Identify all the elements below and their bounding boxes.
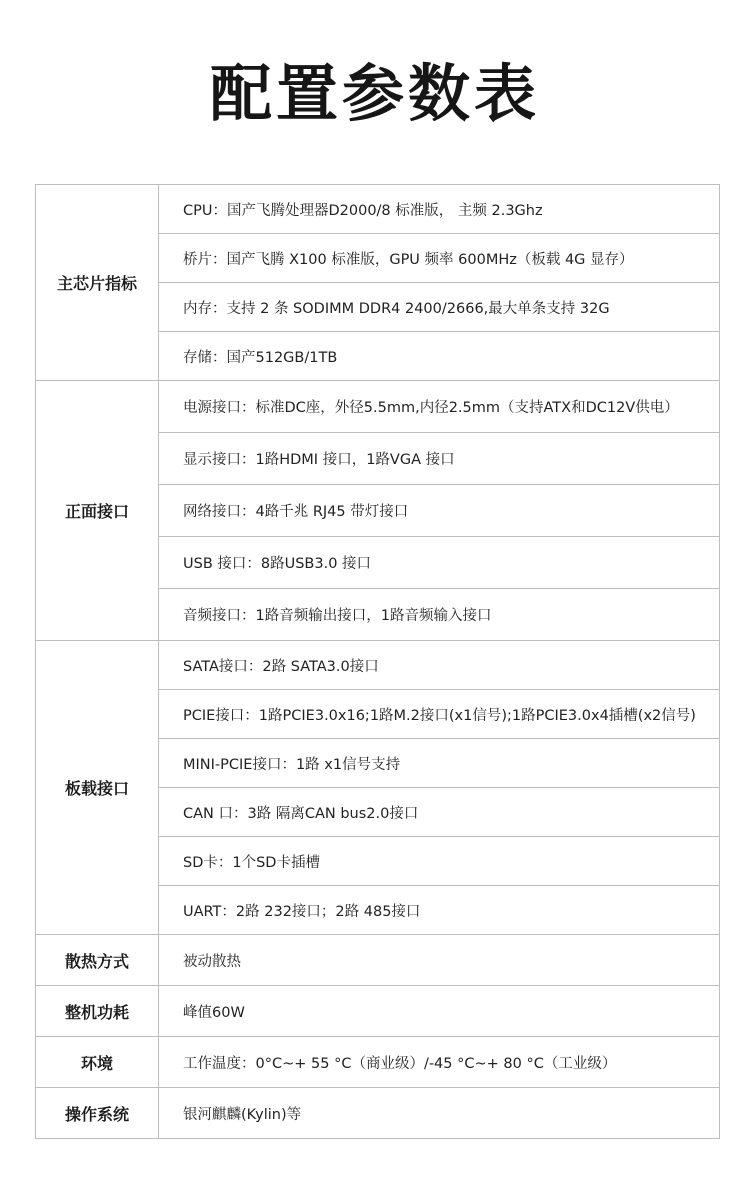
spec-value-cpu: CPU：国产飞腾处理器D2000/8 标准版， 主频 2.3Ghz	[159, 185, 720, 234]
table-row	[36, 381, 720, 433]
category-cell: 操作系统	[36, 1088, 159, 1139]
spec-value-sata: SATA接口：2路 SATA3.0接口	[159, 641, 720, 690]
spec-value-usb: USB 接口：8路USB3.0 接口	[159, 537, 720, 589]
spec-value-power: 电源接口：标准DC座，外径5.5mm,内径2.5mm（支持ATX和DC12V供电）	[159, 381, 720, 433]
spec-value-storage: 存储：国产512GB/1TB	[159, 332, 720, 381]
category-cell: 板载接口	[36, 641, 159, 935]
spec-value-pcie: PCIE接口：1路PCIE3.0x16;1路M.2接口(x1信号);1路PCIE3.0x4插槽(x2信号)	[159, 690, 720, 739]
category-cell: 环境	[36, 1037, 159, 1088]
spec-value-can: CAN 口：3路 隔离CAN bus2.0接口	[159, 788, 720, 837]
spec-value-os: 银河麒麟(Kylin)等	[159, 1088, 720, 1139]
page-title: 配置参数表	[209, 57, 540, 130]
spec-value-uart: UART：2路 232接口；2路 485接口	[159, 886, 720, 935]
table-row	[36, 935, 720, 986]
spec-value-memory: 内存：支持 2 条 SODIMM DDR4 2400/2666,最大单条支持 32G	[159, 283, 720, 332]
spec-table	[35, 184, 720, 1139]
spec-value-display: 显示接口：1路HDMI 接口，1路VGA 接口	[159, 433, 720, 485]
spec-value-cooling: 被动散热	[159, 935, 720, 986]
table-row	[36, 1037, 720, 1088]
spec-value-audio: 音频接口：1路音频输出接口，1路音频输入接口	[159, 589, 720, 641]
spec-value-mini-pcie: MINI-PCIE接口：1路 x1信号支持	[159, 739, 720, 788]
spec-value-power-consumption: 峰值60W	[159, 986, 720, 1037]
table-row	[36, 986, 720, 1037]
category-cell: 正面接口	[36, 381, 159, 641]
table-row	[36, 641, 720, 690]
spec-value-environment: 工作温度：0°C~+ 55 °C（商业级）/-45 °C~+ 80 °C（工业级）	[159, 1037, 720, 1088]
category-cell: 散热方式	[36, 935, 159, 986]
category-cell: 主芯片指标	[36, 185, 159, 381]
spec-value-sd: SD卡：1个SD卡插槽	[159, 837, 720, 886]
spec-value-bridge: 桥片：国产飞腾 X100 标准版，GPU 频率 600MHz（板载 4G 显存）	[159, 234, 720, 283]
category-cell: 整机功耗	[36, 986, 159, 1037]
table-row	[36, 1088, 720, 1139]
spec-value-network: 网络接口：4路千兆 RJ45 带灯接口	[159, 485, 720, 537]
table-row	[36, 185, 720, 234]
